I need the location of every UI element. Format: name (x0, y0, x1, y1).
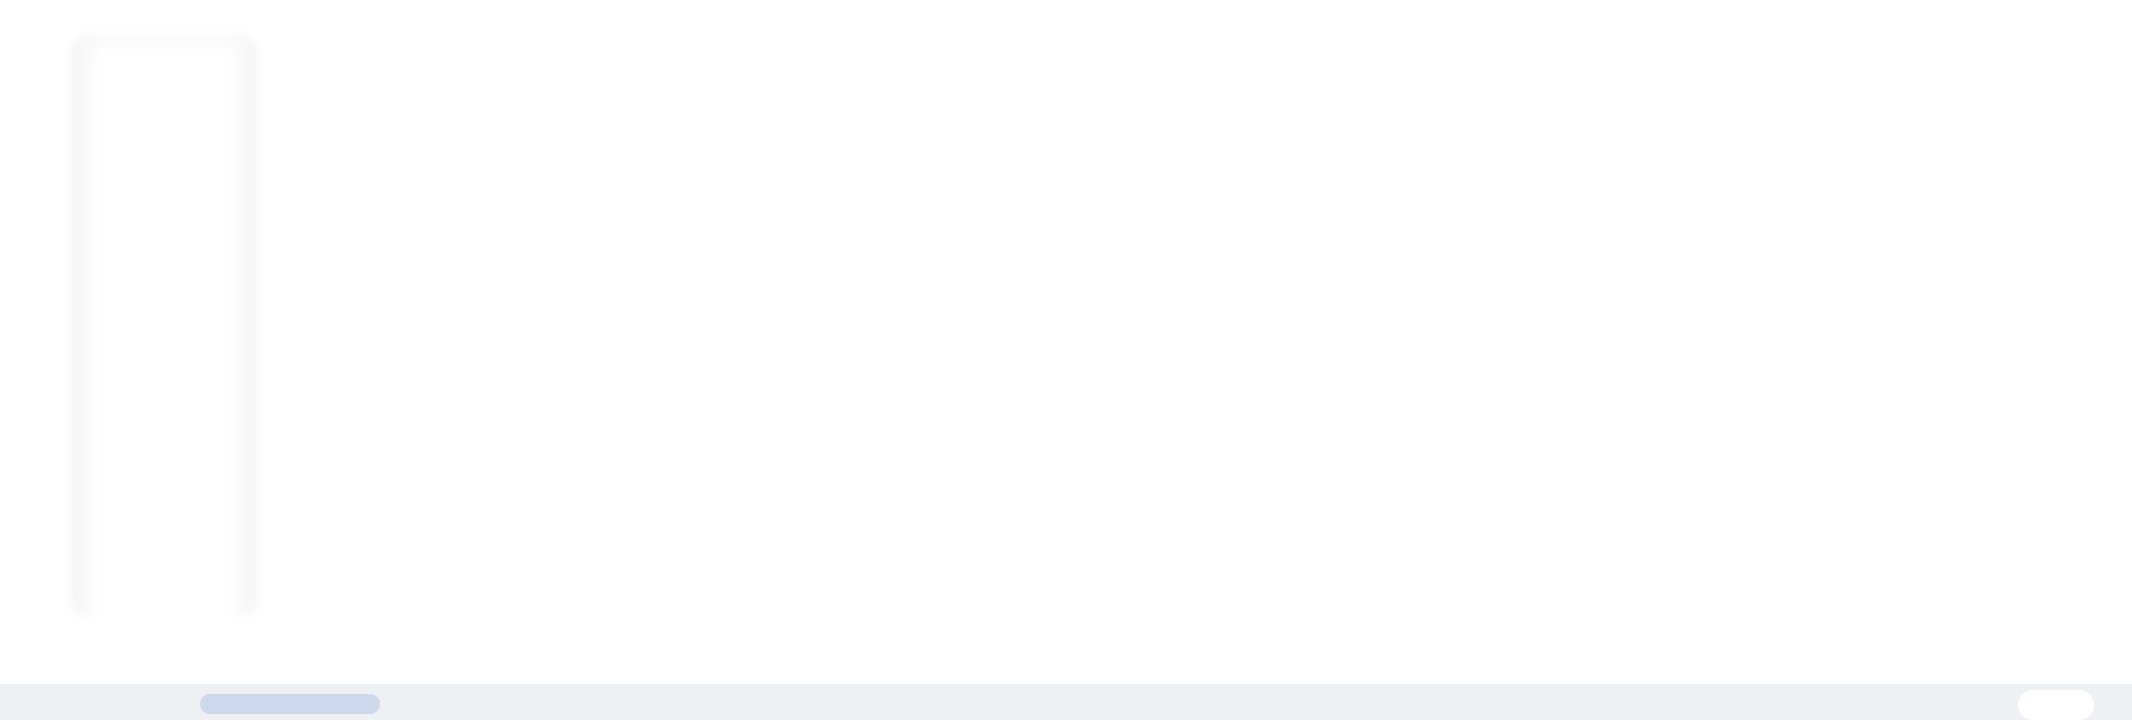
corner-button[interactable] (2018, 690, 2094, 720)
bottom-handle[interactable] (200, 694, 380, 714)
redaction-blur-overlay (90, 40, 240, 640)
